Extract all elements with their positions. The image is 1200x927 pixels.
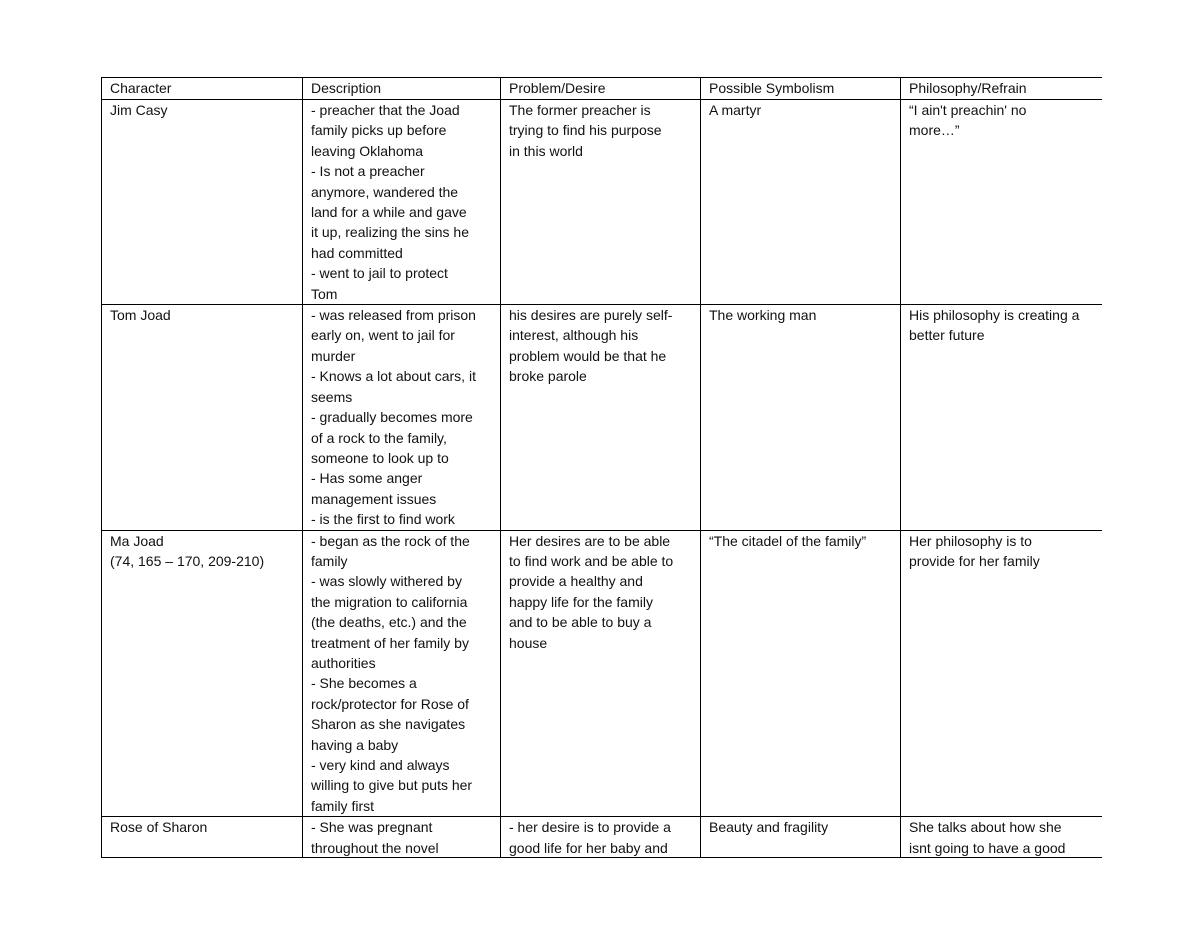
cell-text-line: early on, went to jail for: [311, 327, 455, 344]
cell-text-line: in this world: [509, 142, 583, 159]
cell-text-line: “I ain't preachin' no: [909, 102, 1027, 118]
character-cell: [102, 305, 303, 530]
philosophy-cell: [901, 305, 1103, 530]
cell-text-line: trying to find his purpose: [509, 122, 662, 139]
symbolism-cell: [701, 817, 901, 858]
header-description: Description: [303, 78, 501, 100]
philosophy-cell: [901, 100, 1103, 305]
table-row: [102, 817, 1103, 858]
cell-text-line: authorities: [311, 654, 376, 671]
cell-text-line: family first: [311, 797, 374, 814]
cell-text-line: land for a while and gave: [311, 204, 467, 221]
table-row: [102, 305, 1103, 530]
cell-text-line: “The citadel of the family”: [709, 532, 867, 549]
character-cell: [102, 530, 303, 817]
cell-text-line: someone to look up to: [311, 449, 449, 466]
cell-text-line: problem would be that he: [509, 347, 667, 364]
symbolism-cell: [701, 530, 901, 817]
table-body: [102, 100, 1103, 859]
description-cell: [303, 305, 501, 530]
cell-text-line: - was released from prison: [311, 307, 476, 324]
cell-text-line: and to be able to buy a: [509, 614, 652, 631]
cell-text-line: (the deaths, etc.) and the: [311, 614, 467, 631]
cell-text-line: murder: [311, 347, 356, 364]
cell-text-line: A martyr: [709, 102, 762, 118]
symbolism-cell: [701, 305, 901, 530]
cell-text-line: The former preacher is: [509, 102, 651, 118]
cell-text-line: She talks about how she: [909, 819, 1062, 836]
cell-text-line: - very kind and always: [311, 757, 450, 773]
cell-text-line: - is the first to find work: [311, 511, 455, 528]
cell-text-line: Her philosophy is to: [909, 532, 1032, 549]
cell-text-line: happy life for the family: [509, 593, 653, 610]
character-cell: [102, 100, 303, 305]
cell-text-line: family picks up before: [311, 122, 447, 139]
cell-text-line: provide a healthy and: [509, 573, 643, 590]
cell-text-line: - began as the rock of the: [311, 532, 470, 549]
character-table-container: [101, 77, 1102, 858]
cell-text-line: Her desires are to be able: [509, 532, 671, 549]
cell-text-line: - She was pregnant: [311, 819, 433, 836]
cell-text-line: family: [311, 552, 348, 569]
cell-text-line: - gradually becomes more: [311, 409, 473, 426]
cell-text-line: - Has some anger: [311, 470, 423, 487]
cell-text-line: Tom: [311, 285, 338, 302]
problem-desire-cell: [501, 305, 701, 530]
cell-text-line: - preacher that the Joad: [311, 102, 460, 118]
character-table: [101, 77, 1102, 858]
header-problem-desire: Problem/Desire: [501, 78, 701, 100]
cell-text-line: seems: [311, 388, 353, 405]
cell-text-line: Ma Joad: [110, 532, 164, 549]
header-philosophy-refrain: Philosophy/Refrain: [901, 78, 1103, 100]
symbolism-cell: [701, 100, 901, 305]
description-cell: [303, 530, 501, 817]
cell-text-line: Jim Casy: [110, 102, 168, 118]
philosophy-cell: [901, 530, 1103, 817]
table-row: [102, 100, 1103, 305]
cell-text-line: isnt going to have a good: [909, 839, 1066, 856]
cell-text-line: having a baby: [311, 736, 399, 753]
cell-text-line: throughout the novel: [311, 839, 439, 856]
cell-text-line: - was slowly withered by: [311, 573, 462, 590]
cell-text-line: house: [509, 634, 548, 651]
cell-text-line: The working man: [709, 307, 817, 324]
cell-text-line: provide for her family: [909, 552, 1040, 569]
cell-text-line: better future: [909, 327, 985, 344]
problem-desire-cell: [501, 100, 701, 305]
cell-text-line: willing to give but puts her: [311, 777, 473, 794]
cell-text-line: Beauty and fragility: [709, 819, 829, 836]
cell-text-line: treatment of her family by: [311, 634, 469, 651]
problem-desire-cell: [501, 530, 701, 817]
cell-text-line: - She becomes a: [311, 675, 417, 692]
cell-text-line: had committed: [311, 244, 403, 261]
cell-text-line: good life for her baby and: [509, 839, 668, 856]
cell-text-line: Tom Joad: [110, 307, 171, 324]
character-cell: [102, 817, 303, 858]
cell-text-line: broke parole: [509, 368, 587, 385]
cell-text-line: - Is not a preacher: [311, 163, 425, 180]
problem-desire-cell: [501, 817, 701, 858]
cell-text-line: management issues: [311, 490, 437, 507]
cell-text-line: it up, realizing the sins he: [311, 224, 469, 241]
header-possible-symbolism: Possible Symbolism: [701, 78, 901, 100]
cell-text-line: Sharon as she navigates: [311, 716, 466, 733]
cell-text-line: - went to jail to protect: [311, 265, 448, 282]
philosophy-cell: [901, 817, 1103, 858]
header-character: Character: [102, 78, 303, 100]
cell-text-line: - Knows a lot about cars, it: [311, 368, 476, 385]
cell-text-line: to find work and be able to: [509, 552, 674, 569]
cell-text-line: anymore, wandered the: [311, 183, 459, 200]
cell-text-line: his desires are purely self-: [509, 307, 673, 324]
cell-text-line: of a rock to the family,: [311, 429, 447, 446]
cell-text-line: the migration to california: [311, 593, 468, 610]
cell-text-line: rock/protector for Rose of: [311, 695, 469, 712]
cell-text-line: His philosophy is creating a: [909, 307, 1080, 324]
cell-text-line: interest, although his: [509, 327, 639, 344]
cell-text-line: leaving Oklahoma: [311, 142, 424, 159]
description-cell: [303, 817, 501, 858]
cell-text-line: more…”: [909, 122, 960, 139]
table-row: [102, 530, 1103, 817]
table-header-row: [102, 78, 1103, 100]
cell-text-line: - her desire is to provide a: [509, 819, 671, 836]
cell-text-line: (74, 165 – 170, 209-210): [110, 552, 265, 569]
cell-text-line: Rose of Sharon: [110, 819, 208, 836]
description-cell: [303, 100, 501, 305]
